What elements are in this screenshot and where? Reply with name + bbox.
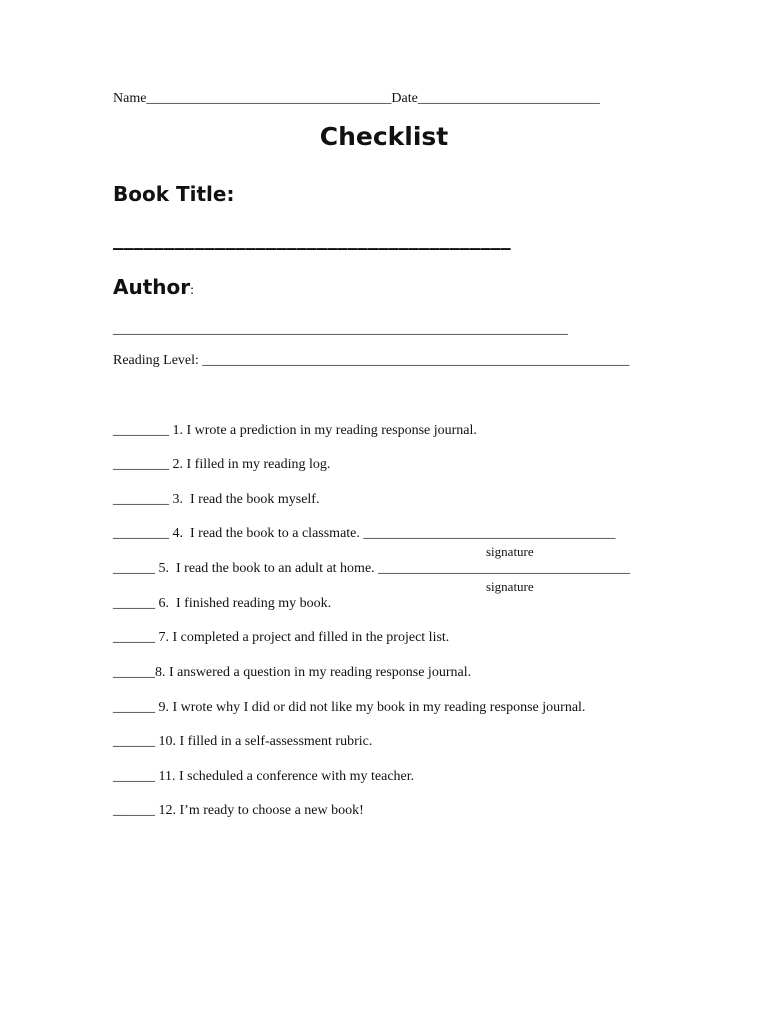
book-title-label: Book Title:	[113, 182, 235, 206]
name-date-line: Name___________________________________Date__________________________	[113, 91, 600, 106]
checklist-item-11: ______ 11. I scheduled a conference with my teacher.	[113, 769, 415, 784]
checklist-item-6: ______ 6. I finished reading my book.	[113, 596, 332, 611]
checklist-item-2: ________ 2. I filled in my reading log.	[113, 457, 331, 472]
reading-level-line: Reading Level: _____________________________________________________________	[113, 353, 630, 368]
checklist-item-10: ______ 10. I filled in a self-assessment rubric.	[113, 734, 373, 749]
book-title-blank: _______________________________________	[113, 226, 511, 250]
author-heading	[113, 275, 194, 299]
signature-label-adult: signature	[486, 579, 534, 594]
author-label: Author	[113, 275, 191, 299]
page-title: Checklist	[319, 122, 449, 151]
author-blank: _________________________________________________________________	[113, 322, 568, 337]
checklist-item-1: ________ 1. I wrote a prediction in my reading response journal.	[113, 423, 477, 438]
checklist-item-12: ______ 12. I’m ready to choose a new book!	[113, 803, 364, 818]
checklist-item-4: ________ 4. I read the book to a classmate. ____________________________________	[113, 526, 616, 541]
signature-label-classmate: signature	[486, 544, 534, 559]
checklist-item-8: ______8. I answered a question in my reading response journal.	[113, 665, 472, 680]
checklist-item-3: ________ 3. I read the book myself.	[113, 492, 320, 507]
checklist-item-7: ______ 7. I completed a project and filled in the project list.	[113, 630, 450, 645]
author-colon: :	[190, 283, 195, 298]
checklist-item-5: ______ 5. I read the book to an adult at home. ____________________________________	[113, 561, 631, 576]
checklist-item-9: ______ 9. I wrote why I did or did not like my book in my reading response journal.	[113, 700, 586, 715]
